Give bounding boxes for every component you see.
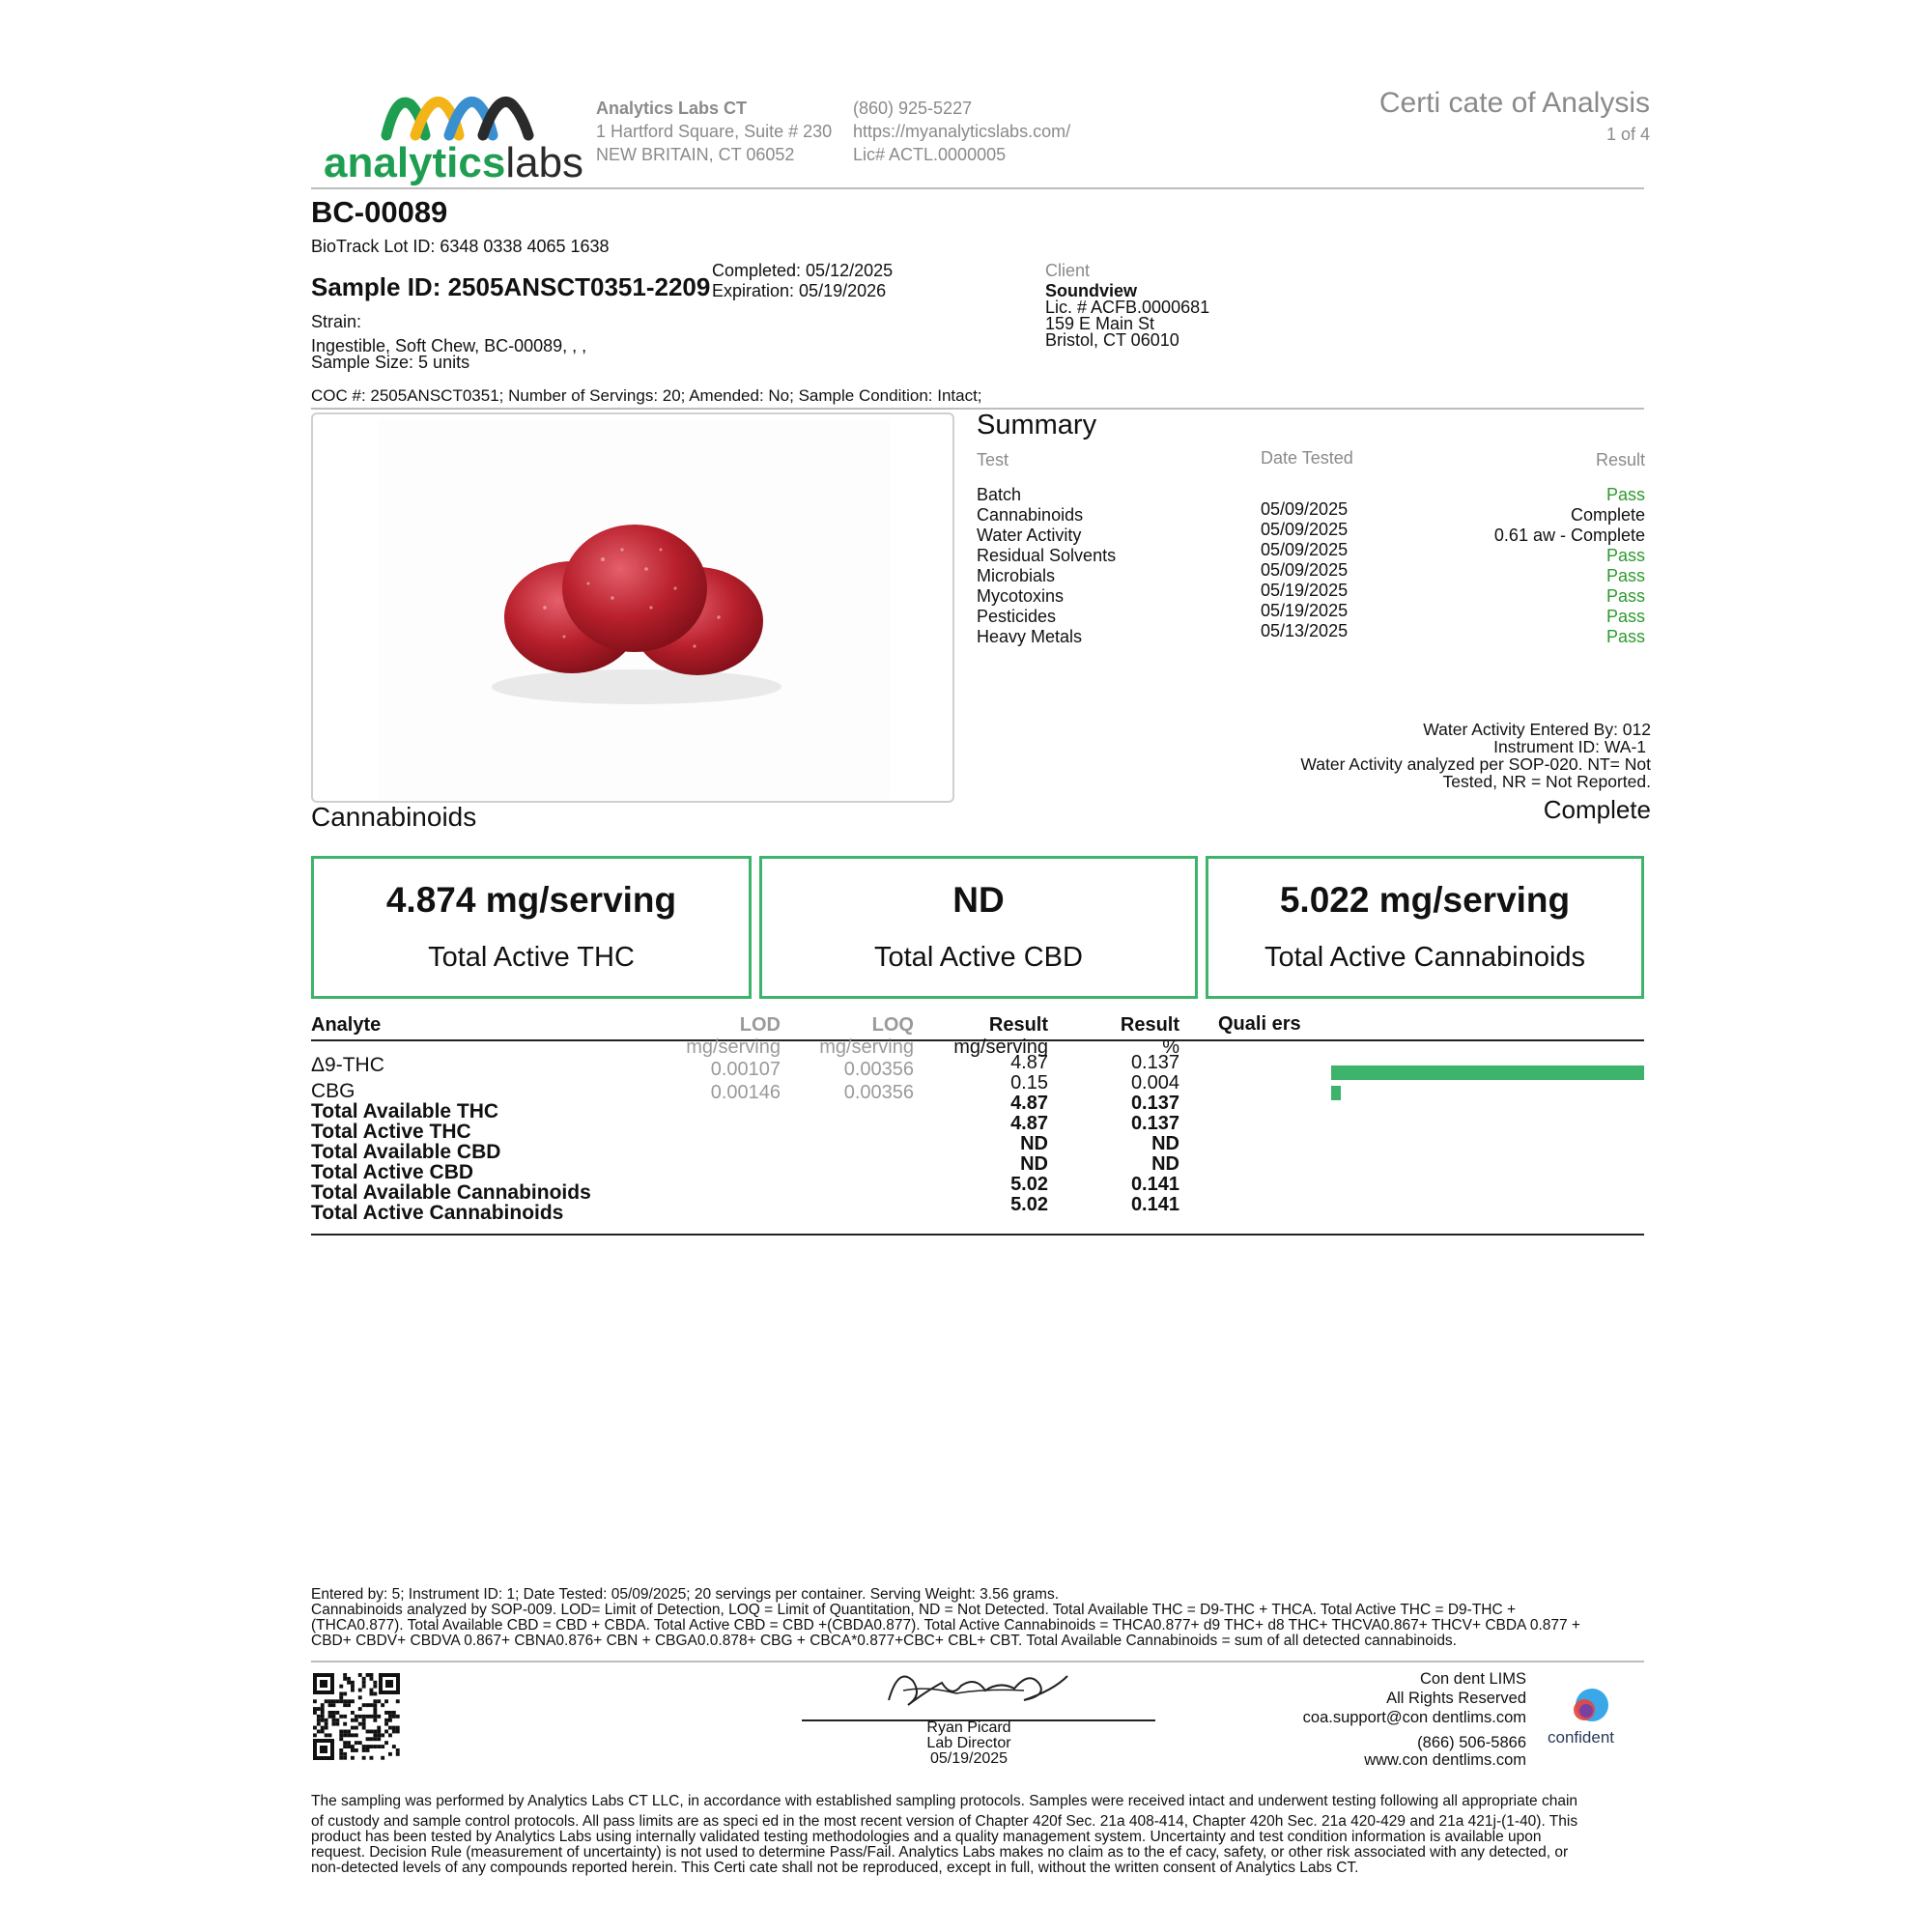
result-mg: 0.15 <box>1010 1072 1048 1094</box>
client-license: Lic. # ACFB.0000681 <box>1045 298 1210 317</box>
disclaimer-line5: non-detected levels of any compounds reported herein. This Certi cate shall not be reproduced, except in full, without the written consent of Analytics Labs CT. <box>311 1860 1359 1876</box>
lab-name: Analytics Labs CT <box>596 99 748 118</box>
lims-rights: All Rights Reserved <box>1386 1690 1526 1707</box>
header-divider <box>311 187 1644 189</box>
analyte-name: Total Active CBD <box>311 1161 474 1183</box>
client-name: Soundview <box>1045 281 1138 300</box>
lab-address-line1: 1 Hartford Square, Suite # 230 <box>596 122 833 141</box>
summary-test: Residual Solvents <box>977 546 1117 565</box>
summary-head-date: Date Tested <box>1261 448 1353 468</box>
result-mg: 4.87 <box>1010 1052 1048 1073</box>
gummy-image <box>313 414 952 801</box>
strain: Strain: <box>311 312 362 331</box>
summary-date: 05/09/2025 <box>1261 520 1349 539</box>
analyte-name: Total Available Cannabinoids <box>311 1181 591 1204</box>
summary-test: Water Activity <box>977 526 1082 545</box>
lab-website[interactable]: https://myanalyticslabs.com/ <box>853 122 1071 141</box>
wa-note-line2: Tested, NR = Not Reported. <box>1442 772 1651 791</box>
footer-note-line1: Entered by: 5; Instrument ID: 1; Date Tested: 05/09/2025; 20 servings per container. Serving Weight: 3.56 grams. <box>311 1586 1060 1603</box>
card-total-active-thc <box>311 856 752 999</box>
wa-instrument: Instrument ID: WA-1 <box>1493 737 1646 756</box>
signer-title: Lab Director <box>926 1735 1011 1751</box>
lab-contact <box>853 97 1070 166</box>
lab-license: Lic# ACTL.0000005 <box>853 145 1007 164</box>
summary-table <box>977 448 1645 646</box>
summary-result: Pass <box>1605 546 1645 565</box>
summary-test: Heavy Metals <box>977 627 1083 646</box>
summary-test: Batch <box>977 485 1022 504</box>
page-number: 1 of 4 <box>1605 125 1650 144</box>
analyte-name: Total Available THC <box>311 1100 499 1122</box>
expiration-date: Expiration: 05/19/2026 <box>712 281 887 300</box>
col-result-mg: Result <box>988 1014 1048 1036</box>
confident-logo <box>1546 1686 1633 1753</box>
result-mg: 5.02 <box>1010 1174 1048 1195</box>
confident-logo-text: confident <box>1548 1728 1614 1747</box>
coc-line: COC #: 2505ANSCT0351; Number of Servings: 20; Amended: No; Sample Condition: Intact; <box>311 386 982 405</box>
logo-text-labs: labs <box>505 139 584 186</box>
result-mg: 4.87 <box>1010 1113 1048 1134</box>
analyte-name: Total Active THC <box>311 1121 471 1143</box>
card-value: 4.874 mg/serving <box>385 880 677 920</box>
result-pct: 0.137 <box>1130 1093 1179 1114</box>
summary-date: 05/19/2025 <box>1261 581 1349 600</box>
summary-result: Pass <box>1605 566 1645 585</box>
result-mg: ND <box>1020 1153 1048 1175</box>
summary-result: Pass <box>1605 607 1645 626</box>
summary-date: 05/13/2025 <box>1261 621 1349 640</box>
analyte-name: CBG <box>311 1080 355 1102</box>
unit-loq: mg/serving <box>819 1037 914 1058</box>
lims-email[interactable]: coa.support@con dentlims.com <box>1302 1709 1526 1726</box>
unit-result-pct: % <box>1162 1037 1179 1058</box>
result-pct: 0.141 <box>1130 1194 1179 1215</box>
col-lod: LOD <box>739 1014 781 1036</box>
disclaimer-line2: of custody and sample control protocols. All pass limits are as speci ed in the most recent version of Chapter 420f Sec. 21a 408-414, Chapter 420h Sec. 21a 420-429 and 21a 421j-(1-40). This <box>311 1813 1578 1830</box>
analyte-name: Total Active Cannabinoids <box>311 1202 564 1224</box>
card-total-active-cbd <box>759 856 1198 999</box>
cannabinoids-status: Complete <box>1543 795 1651 824</box>
qr-code-icon <box>311 1671 402 1762</box>
result-mg: 4.87 <box>1010 1093 1048 1114</box>
qr-code[interactable] <box>311 1671 402 1762</box>
col-qualifiers: Quali ers <box>1218 1013 1301 1035</box>
col-loq: LOQ <box>871 1014 914 1036</box>
result-pct: 0.004 <box>1130 1072 1179 1094</box>
logo-mark-icon <box>324 85 565 143</box>
summary-result: 0.61 aw - Complete <box>1493 526 1645 545</box>
summary-title: Summary <box>977 410 1097 440</box>
footer-note-line2: Cannabinoids analyzed by SOP-009. LOD= Limit of Detection, LOQ = Limit of Quantitation, ND = Not Detected. Total Available THC = D9-THC + THCA. Total Active THC = D9-THC + <box>311 1602 1517 1618</box>
lab-logo <box>324 85 584 191</box>
disclaimer <box>311 1794 1663 1876</box>
sample-id: Sample ID: 2505ANSCT0351-2209 <box>311 272 711 301</box>
summary-date: 05/09/2025 <box>1261 499 1349 519</box>
result-pct: ND <box>1151 1133 1179 1154</box>
lot-id: BioTrack Lot ID: 6348 0338 4065 1638 <box>311 237 610 256</box>
summary-test: Mycotoxins <box>977 586 1065 606</box>
signer-date: 05/19/2025 <box>929 1750 1009 1767</box>
summary-head-result: Result <box>1595 450 1645 469</box>
lims-web[interactable]: www.con dentlims.com <box>1364 1751 1526 1769</box>
card-label: Total Active Cannabinoids <box>1264 942 1586 973</box>
summary-test: Cannabinoids <box>977 505 1084 525</box>
signature-scribble <box>869 1662 1082 1719</box>
footer-note-line3: (THCA0.877). Total Available CBD = CBD + CBDA. Total Active CBD = CBD +(CBDA0.877). Total Active Cannabinoids = THCA0.877+ d9 THC+ d8 THC+ THCVA0.867+ THCV+ CBDA 0.877 + <box>311 1617 1580 1634</box>
lab-info <box>596 97 832 166</box>
result-pct: 0.137 <box>1130 1052 1179 1073</box>
analyte-name: Δ9-THC <box>311 1054 384 1076</box>
card-label: Total Active THC <box>428 942 635 973</box>
client-address-line2: Bristol, CT 06010 <box>1045 330 1179 350</box>
summary-date: 05/09/2025 <box>1261 540 1349 559</box>
client-label: Client <box>1045 261 1091 280</box>
unit-result-mg: mg/serving <box>953 1037 1048 1058</box>
water-activity-notes <box>1300 721 1651 790</box>
result-bar <box>1331 1086 1341 1100</box>
result-pct: 0.141 <box>1130 1174 1179 1195</box>
summary-row <box>977 621 1645 647</box>
result-mg: 5.02 <box>1010 1194 1048 1215</box>
analyte-name: Total Available CBD <box>311 1141 501 1163</box>
result-pct: 0.137 <box>1130 1113 1179 1134</box>
confident-logo-icon <box>1546 1686 1633 1730</box>
footer-notes <box>311 1587 1663 1649</box>
lims-phone: (866) 506-5866 <box>1417 1734 1526 1751</box>
sample-size: Sample Size: 5 units <box>311 353 470 372</box>
summary-test: Pesticides <box>977 607 1057 626</box>
footer-note-line4: CBD+ CBDV+ CBDVA 0.867+ CBNA0.876+ CBN + CBGA0.0.878+ CBG + CBCA*0.877+CBC+ CBL+ CBT. Total Available Cannabinoids = sum of all detected cannabinoids. <box>311 1633 1457 1649</box>
logo-text-analytics: analytics <box>324 139 506 186</box>
lab-phone: (860) 925-5227 <box>853 99 973 118</box>
signer-name: Ryan Picard <box>926 1719 1011 1736</box>
disclaimer-line1: The sampling was performed by Analytics Labs CT LLC, in accordance with established sampling protocols. Samples were received intact and underwent testing following all appropriate chain <box>311 1793 1578 1809</box>
wa-note-line1: Water Activity analyzed per SOP-020. NT= Not <box>1300 754 1651 774</box>
summary-result: Complete <box>1570 505 1645 525</box>
result-mg: ND <box>1020 1133 1048 1154</box>
lab-address-line2: NEW BRITAIN, CT 06052 <box>596 145 795 164</box>
lims-info <box>1303 1669 1526 1768</box>
table-bottom-rule <box>311 1234 1644 1236</box>
cannabinoids-title: Cannabinoids <box>311 802 477 832</box>
client-address-line1: 159 E Main St <box>1045 314 1155 333</box>
disclaimer-line4: request. Decision Rule (measurement of uncertainty) is not used to determine Pass/Fail. Analytics Labs makes no claim as to the ef cacy, safety, or other risk associated with any detected, or <box>311 1844 1569 1861</box>
lod-value: 0.00107 <box>710 1059 781 1080</box>
card-value: ND <box>952 880 1005 920</box>
lod-value: 0.00146 <box>710 1082 781 1103</box>
sample-type: Ingestible, Soft Chew, BC-00089, , , <box>311 336 587 355</box>
lims-name: Con dent LIMS <box>1419 1670 1526 1688</box>
card-total-active-cannabinoids <box>1206 856 1644 999</box>
completed-date: Completed: 05/12/2025 <box>712 261 894 280</box>
loq-value: 0.00356 <box>843 1082 914 1103</box>
summary-result: Pass <box>1605 485 1645 504</box>
summary-test: Microbials <box>977 566 1056 585</box>
col-result-pct: Result <box>1120 1014 1179 1036</box>
wa-entered-by: Water Activity Entered By: 012 <box>1423 720 1651 739</box>
loq-value: 0.00356 <box>843 1059 914 1080</box>
summary-head-test: Test <box>977 450 1009 469</box>
result-pct: ND <box>1151 1153 1179 1175</box>
summary-date: 05/19/2025 <box>1261 601 1349 620</box>
card-value: 5.022 mg/serving <box>1279 880 1571 920</box>
summary-result: Pass <box>1605 627 1645 646</box>
col-analyte: Analyte <box>311 1014 382 1036</box>
unit-lod: mg/serving <box>686 1037 781 1058</box>
signature <box>869 1662 1082 1719</box>
signer-block <box>802 1720 1155 1767</box>
product-photo <box>311 412 954 803</box>
document-title: Certi cate of Analysis <box>1378 87 1650 119</box>
summary-result: Pass <box>1605 586 1645 606</box>
disclaimer-line3: product has been tested by Analytics Labs using internally validated testing methodologies and a quality management system. Uncertainty and test condition information is available upon <box>311 1829 1542 1845</box>
summary-date: 05/09/2025 <box>1261 560 1349 580</box>
product-id: BC-00089 <box>311 195 448 229</box>
card-label: Total Active CBD <box>874 942 1083 973</box>
result-bar <box>1331 1065 1644 1080</box>
